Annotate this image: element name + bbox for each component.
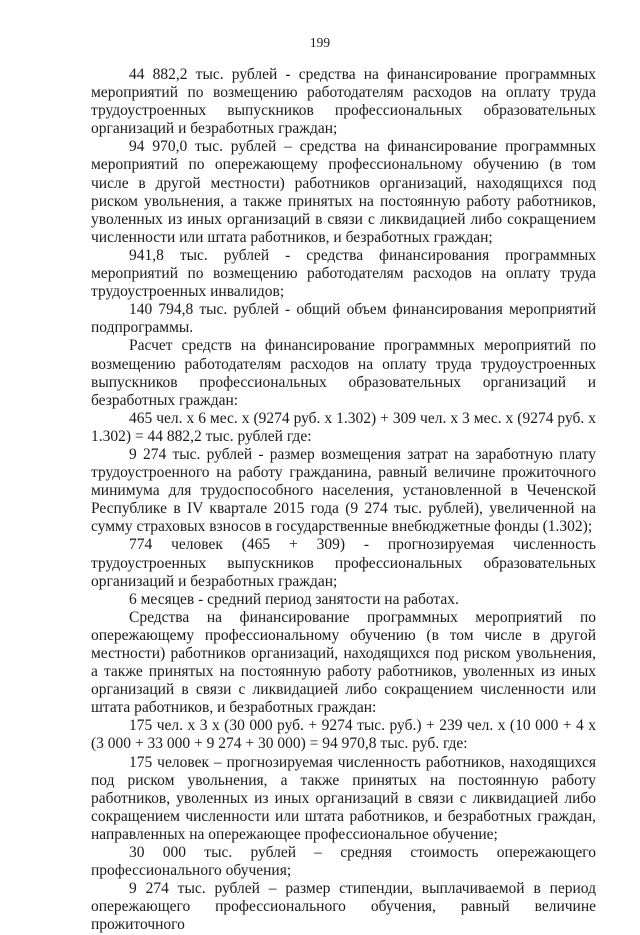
paragraph-funding-disabled: 941,8 тыс. рублей - средства финансирования программных мероприятий по возмещению работодателям расходов на оплату труда трудоустроенных инвалидов; — [91, 246, 596, 301]
paragraph-training-cost: 30 000 тыс. рублей – средняя стоимость опережающего профессионального обучения; — [91, 844, 596, 880]
paragraph-wage-reimbursement: 9 274 тыс. рублей - размер возмещения затрат на заработную плату трудоустроенного на работу гражданина, равный величине прожиточного минимума для трудоспособного населения, установленной в Чеченской Республике в IV квартале 2015 года (9 274 тыс. рублей), увеличенной на сумму страховых взносов в государственные внебюджетные фонды (1.302); — [91, 445, 596, 536]
paragraph-training-intro: Средства на финансирование программных мероприятий по опережающему профессиональному обучению (в том числе в другой местности) работников организаций, находящихся под риском увольнения, а также принятых на постоянную работу работников, уволенных из иных организаций в связи с ликвидацией либо сокращением численности или штата работников, и безработных граждан: — [91, 608, 596, 717]
paragraph-stipend: 9 274 тыс. рублей – размер стипендии, выплачиваемой в период опережающего профессионального обучения, равный величине прожиточного — [91, 880, 596, 934]
paragraph-formula-1: 465 чел. х 6 мес. х (9274 руб. х 1.302) + 309 чел. х 3 мес. х (9274 руб. х 1.302) = 44 882,2 тыс. рублей где: — [91, 409, 596, 445]
paragraph-employment-period: 6 месяцев - средний период занятости на работах. — [129, 590, 459, 608]
paragraph-trainees: 175 человек – прогнозируемая численность работников, находящихся под риском увольнения, а также принятых на постоянную работу работников, уволенных из иных организаций в связи с ликвидацией либо сокращением численности или штата работников, и безработных граждан, направленных на опережающее профессиональное обучение; — [91, 753, 596, 843]
paragraph-total-funding: 140 794,8 тыс. рублей - общий объем финансирования мероприятий подпрограммы. — [91, 301, 596, 337]
paragraph-formula-2: 175 чел. х 3 х (30 000 руб. + 9274 тыс. руб.) + 239 чел. х (10 000 + 4 х (3 000 + 33 000 + 9 274 + 30 000) = 94 970,8 тыс. руб. где: — [91, 717, 596, 753]
paragraph-calc-intro: Расчет средств на финансирование программных мероприятий по возмещению работодателям расходов на оплату труда трудоустроенных выпускников профессиональных образовательных организаций и безработных граждан: — [91, 337, 596, 409]
page-number: 199 — [309, 35, 331, 50]
paragraph-funding-graduates: 44 882,2 тыс. рублей - средства на финансирование программных мероприятий по возмещению работодателям расходов на оплату труда трудоустроенных выпускников профессиональных образовательных организаций и безработных граждан; — [91, 66, 596, 138]
document-body — [91, 66, 596, 935]
paragraph-headcount: 774 человек (465 + 309) - прогнозируемая численность трудоустроенных выпускников профессиональных образовательных организаций и безработных граждан; — [91, 536, 596, 590]
paragraph-funding-training: 94 970,0 тыс. рублей – средства на финансирование программных мероприятий по опережающему профессиональному обучению (в том числе в другой местности) работников организаций, находящихся под риском увольнения, а также принятых на постоянную работу работников, уволенных из иных организаций в связи с ликвидацией либо сокращением численности или штата работников, и безработных граждан; — [91, 138, 596, 246]
